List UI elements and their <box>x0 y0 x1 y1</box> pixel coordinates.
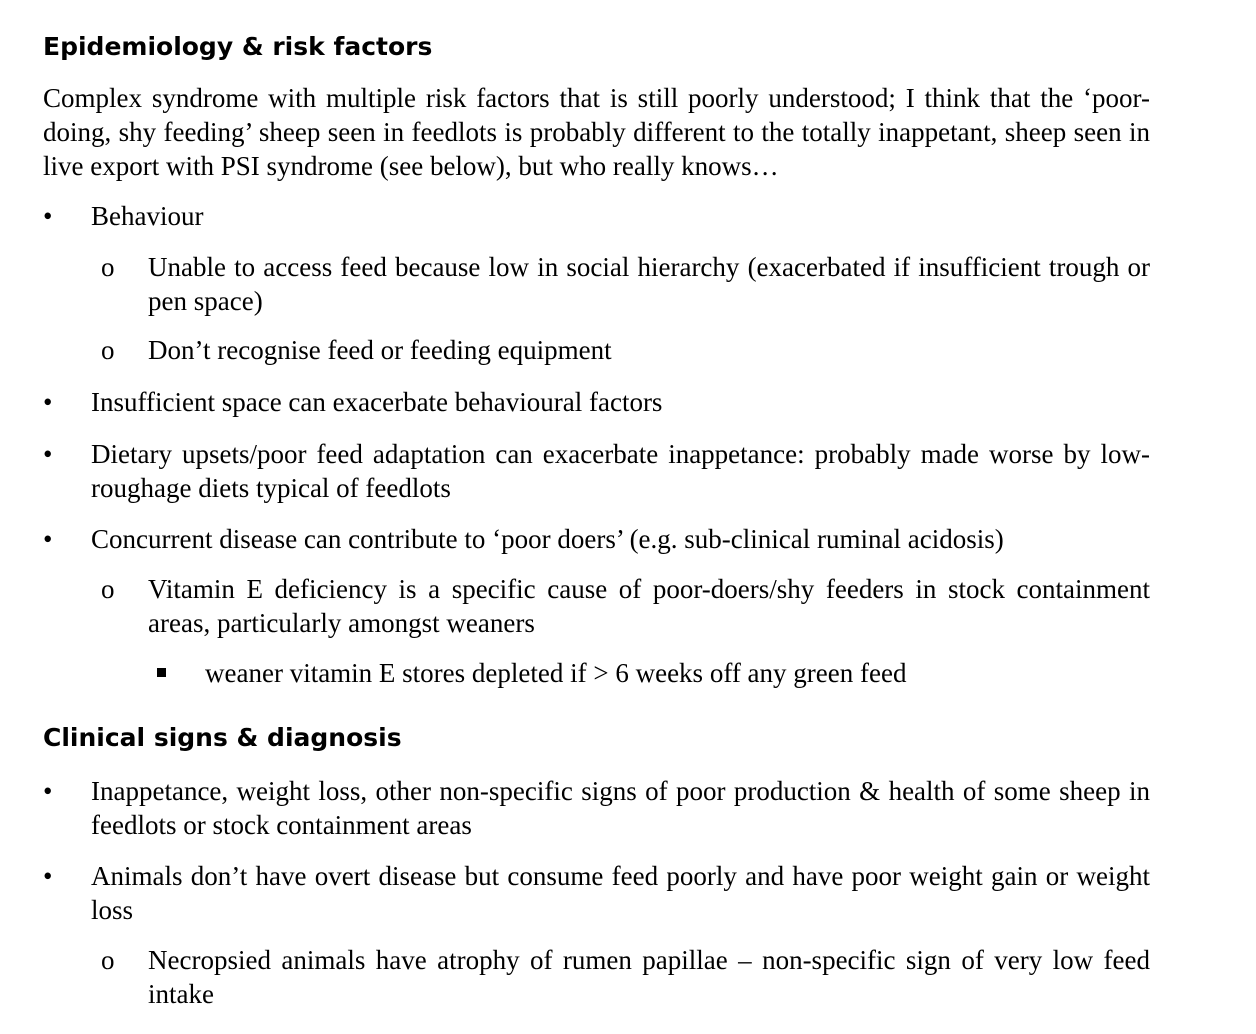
bullet-level1: • <box>43 861 53 891</box>
list-item-inappetance: Inappetance, weight loss, other non-specific signs of poor production & health of some sheep in feedlots or stock containment areas <box>91 776 1150 840</box>
bullet-level1: • <box>43 201 53 231</box>
bullet-level1: • <box>43 524 53 554</box>
list-item-social-hierarchy: Unable to access feed because low in social hierarchy (exacerbated if insufficient trough or pen space) <box>148 252 1150 316</box>
list-item-concurrent-disease: Concurrent disease can contribute to ‘poor doers’ (e.g. sub-clinical ruminal acidosis) <box>91 524 1004 554</box>
list-item-behaviour: Behaviour <box>91 201 204 231</box>
list-item-insufficient-space: Insufficient space can exacerbate behavioural factors <box>91 387 663 417</box>
list-item-necropsy: Necropsied animals have atrophy of rumen papillae – non-specific sign of very low feed intake <box>148 945 1150 1009</box>
list-item-dietary-upsets: Dietary upsets/poor feed adaptation can exacerbate inappetance: probably made worse by low-roughage diets typical of feedlots <box>91 439 1150 503</box>
list-item-recognise-feed: Don’t recognise feed or feeding equipment <box>148 335 612 365</box>
section-heading-clinical-signs: Clinical signs & diagnosis <box>43 723 402 752</box>
list-item-vitamin-e-deficiency: Vitamin E deficiency is a specific cause of poor-doers/shy feeders in stock containment areas, particularly amongst weaners <box>148 574 1150 638</box>
bullet-level2: o <box>101 335 115 365</box>
list-item-weaner-stores: weaner vitamin E stores depleted if > 6 weeks off any green feed <box>205 658 907 688</box>
intro-paragraph: Complex syndrome with multiple risk factors that is still poorly understood; I think that the ‘poor-doing, shy feeding’ sheep seen in feedlots is probably different to the totally inappetant, sheep seen in live export with PSI syndrome (see below), but who really knows… <box>43 83 1150 181</box>
bullet-level2: o <box>101 574 115 604</box>
section-heading-epidemiology: Epidemiology & risk factors <box>43 32 433 61</box>
list-item-overt-disease: Animals don’t have overt disease but consume feed poorly and have poor weight gain or weight loss <box>91 861 1150 925</box>
bullet-level2: o <box>101 945 115 975</box>
bullet-level2: o <box>101 252 115 282</box>
bullet-level1: • <box>43 776 53 806</box>
bullet-level1: • <box>43 439 53 469</box>
bullet-level1: • <box>43 387 53 417</box>
square-bullet-icon <box>157 668 166 677</box>
